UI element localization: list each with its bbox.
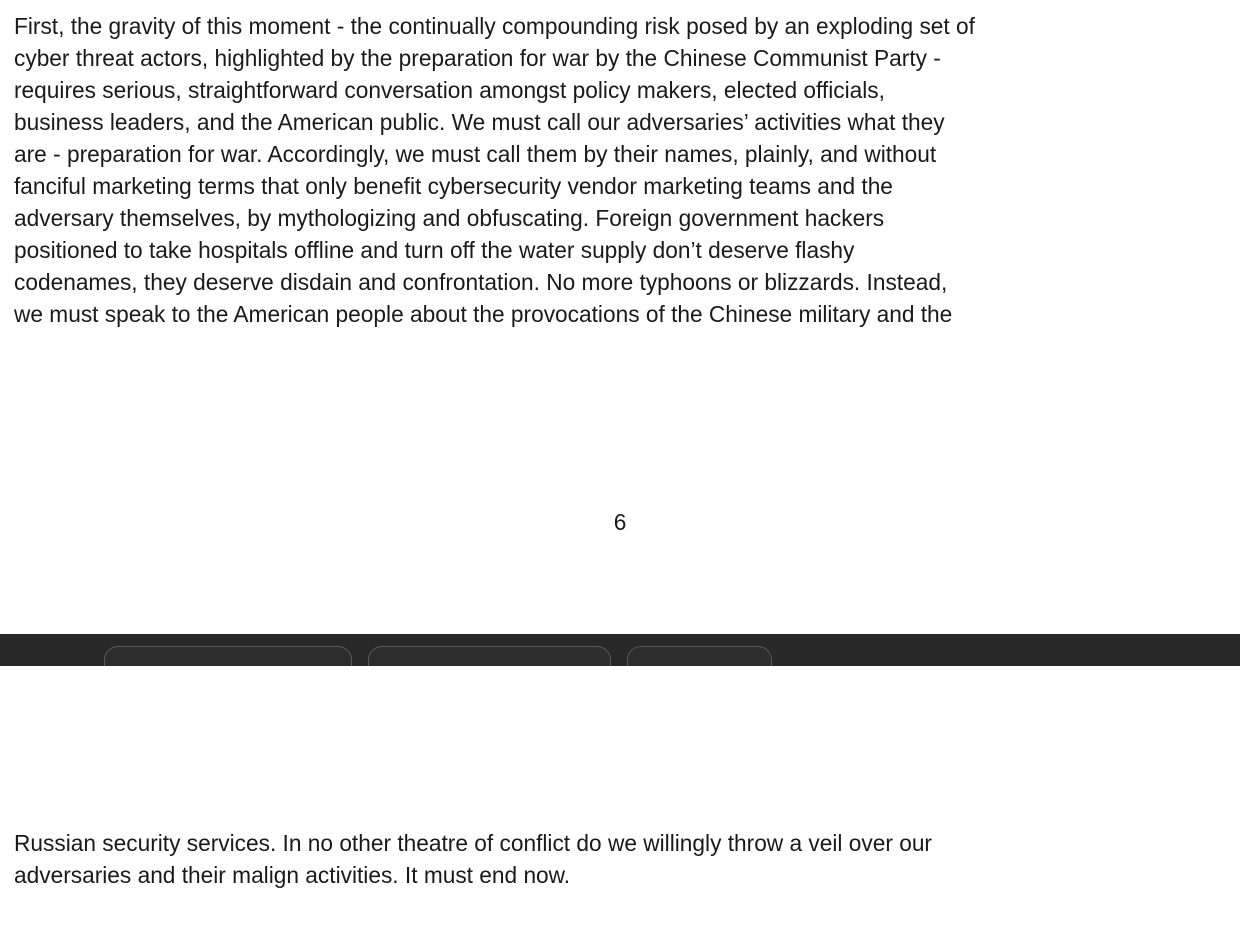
paragraph-lower bbox=[14, 827, 1236, 891]
toolbar-tab-3[interactable] bbox=[627, 646, 772, 666]
text-line: are - preparation for war. Accordingly, we must call them by their names, plainly, and without bbox=[14, 141, 937, 167]
toolbar-tab-1[interactable] bbox=[104, 646, 352, 666]
text-line: requires serious, straightforward conversation amongst policy makers, elected officials, bbox=[14, 77, 885, 103]
text-line: business leaders, and the American public. We must call our adversaries’ activities what they bbox=[14, 109, 945, 135]
text-line: adversary themselves, by mythologizing and obfuscating. Foreign government hackers bbox=[14, 205, 885, 231]
text-line: fanciful marketing terms that only benefit cybersecurity vendor marketing teams and the bbox=[14, 173, 893, 199]
text-line: Russian security services. In no other theatre of conflict do we willingly throw a veil over our bbox=[14, 830, 932, 856]
document-page-lower bbox=[0, 666, 1240, 930]
page-number: 6 bbox=[613, 509, 627, 535]
text-line: codenames, they deserve disdain and confrontation. No more typhoons or blizzards. Instead, bbox=[14, 269, 948, 295]
text-line: positioned to take hospitals offline and turn off the water supply don’t deserve flashy bbox=[14, 237, 855, 263]
text-line: adversaries and their malign activities. It must end now. bbox=[14, 862, 571, 888]
viewer-toolbar bbox=[0, 634, 1240, 666]
text-line: we must speak to the American people about the provocations of the Chinese military and the bbox=[14, 301, 953, 327]
paragraph-upper bbox=[14, 10, 1236, 330]
text-line: cyber threat actors, highlighted by the preparation for war by the Chinese Communist Party - bbox=[14, 45, 941, 71]
toolbar-tab-2[interactable] bbox=[368, 646, 611, 666]
text-line: First, the gravity of this moment - the continually compounding risk posed by an exploding set of bbox=[14, 13, 975, 39]
